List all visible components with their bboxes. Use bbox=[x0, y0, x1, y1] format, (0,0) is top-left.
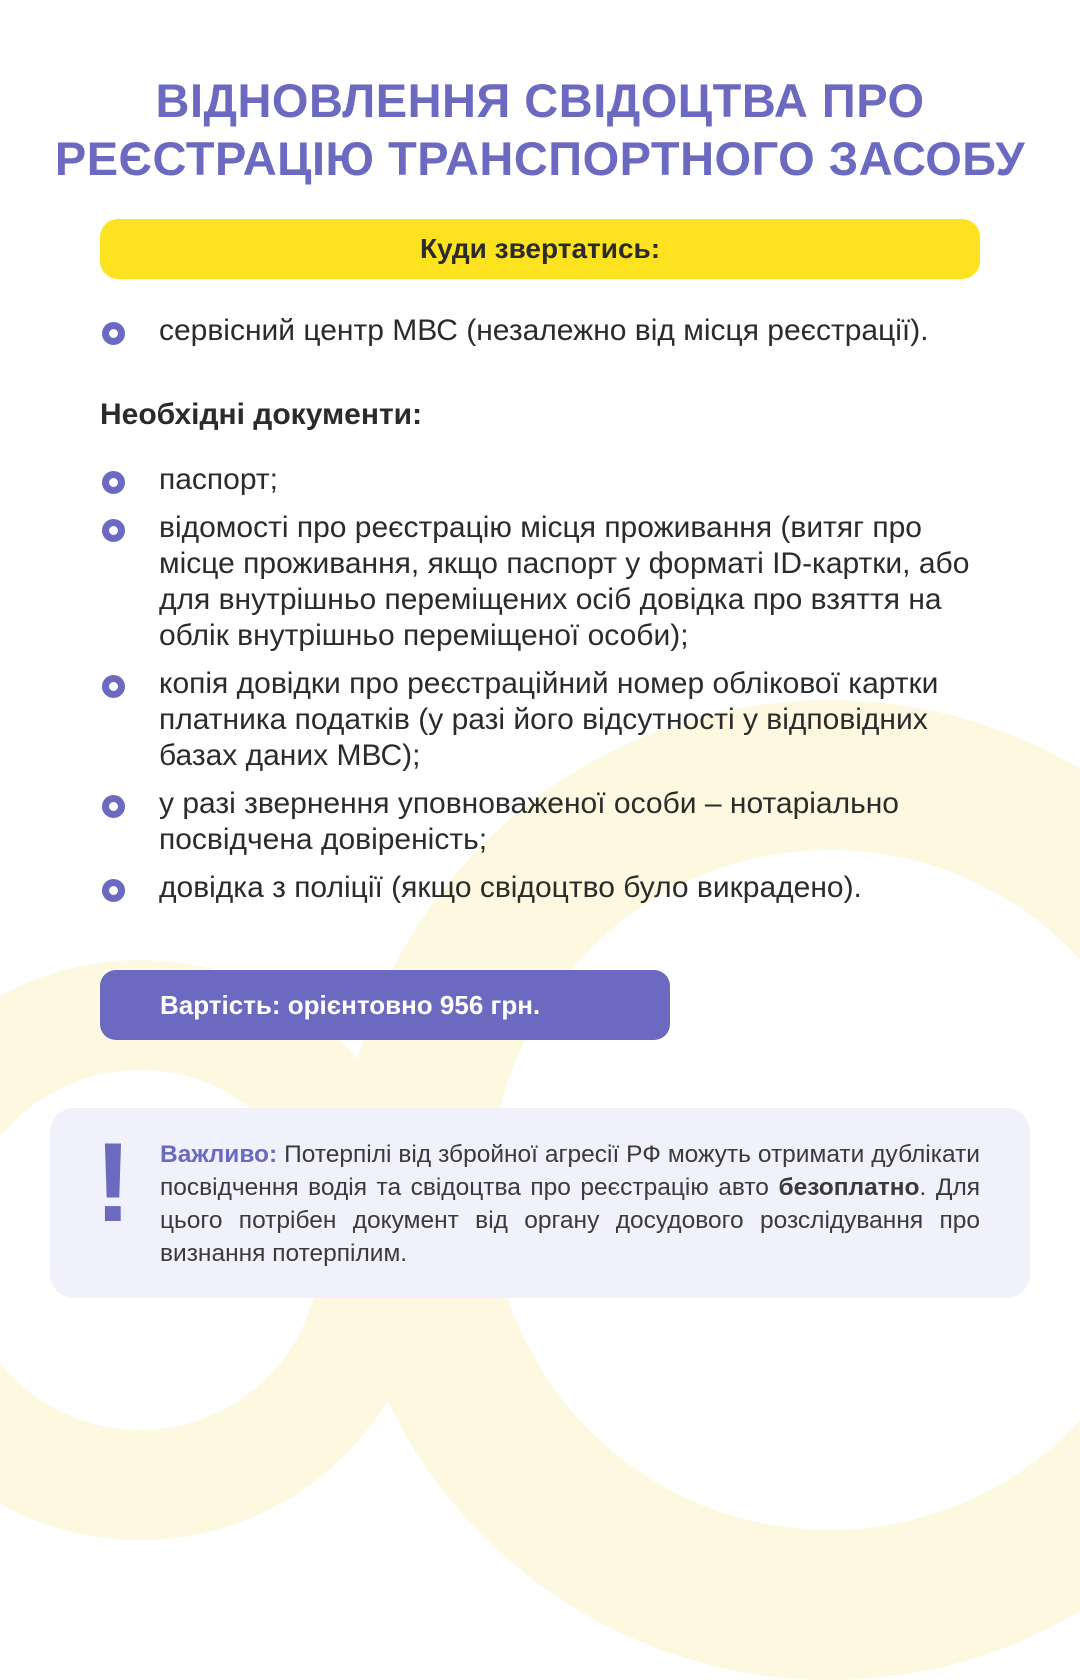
bullet-ring-icon bbox=[102, 471, 125, 494]
cost-label: Вартість: орієнтовно 956 грн. bbox=[160, 989, 541, 1020]
list-item-text: паспорт; bbox=[159, 463, 278, 496]
important-note-text bbox=[160, 1138, 980, 1270]
documents-list bbox=[100, 462, 990, 918]
note-text-part-1: Потерпілі від збройної агресії РФ можуть отримати дублікати посвідчення водія та свідоцтва про реєстрацію авто bbox=[160, 1141, 980, 1201]
list-item bbox=[100, 313, 990, 349]
title-line-1: ВІДНОВЛЕННЯ СВІДОЦТВА ПРО bbox=[155, 74, 925, 127]
list-item-text: копія довідки про реєстраційний номер облікової картки платника податків (у разі його відсутності у відповідних базах даних МВС); bbox=[159, 667, 939, 772]
list-item bbox=[100, 870, 990, 906]
list-item bbox=[100, 666, 990, 774]
bullet-ring-icon bbox=[102, 519, 125, 542]
note-text-part-2: . Для цього потрібен документ від органу досудового розслідування про визнання потерпілим. bbox=[160, 1174, 981, 1267]
list-item-text: довідка з поліції (якщо свідоцтво було викрадено). bbox=[159, 871, 862, 904]
bullet-ring-icon bbox=[102, 795, 125, 818]
note-lead-label: Важливо: bbox=[160, 1141, 278, 1168]
where-to-apply-label: Куди звертатись: bbox=[419, 233, 661, 264]
list-item-text: сервісний центр МВС (незалежно від місця реєстрації). bbox=[159, 314, 929, 347]
list-item bbox=[100, 462, 990, 498]
list-item bbox=[100, 786, 990, 858]
title-line-2: РЕЄСТРАЦІЮ ТРАНСПОРТНОГО ЗАСОБУ bbox=[54, 132, 1026, 185]
list-item-text: у разі звернення уповноваженої особи – нотаріально посвідчена довіреність; bbox=[159, 787, 899, 856]
cost-banner bbox=[100, 970, 670, 1040]
where-to-apply-list bbox=[100, 313, 990, 349]
exclamation-icon: ! bbox=[94, 1120, 132, 1245]
bullet-ring-icon bbox=[102, 322, 125, 345]
bullet-ring-icon bbox=[102, 675, 125, 698]
list-item-text: відомості про реєстрацію місця проживання (витяг про місце проживання, якщо паспорт у форматі ID-картки, або для внутрішньо переміщених осіб довідка про взяття на облік внутрішньо переміщеної особи); bbox=[159, 511, 970, 652]
documents-heading: Необхідні документи: bbox=[100, 398, 423, 431]
where-to-apply-banner bbox=[100, 219, 980, 279]
note-bold-word: безоплатно bbox=[778, 1174, 920, 1201]
list-item bbox=[100, 510, 990, 654]
page-title bbox=[0, 72, 1080, 188]
bullet-ring-icon bbox=[102, 879, 125, 902]
